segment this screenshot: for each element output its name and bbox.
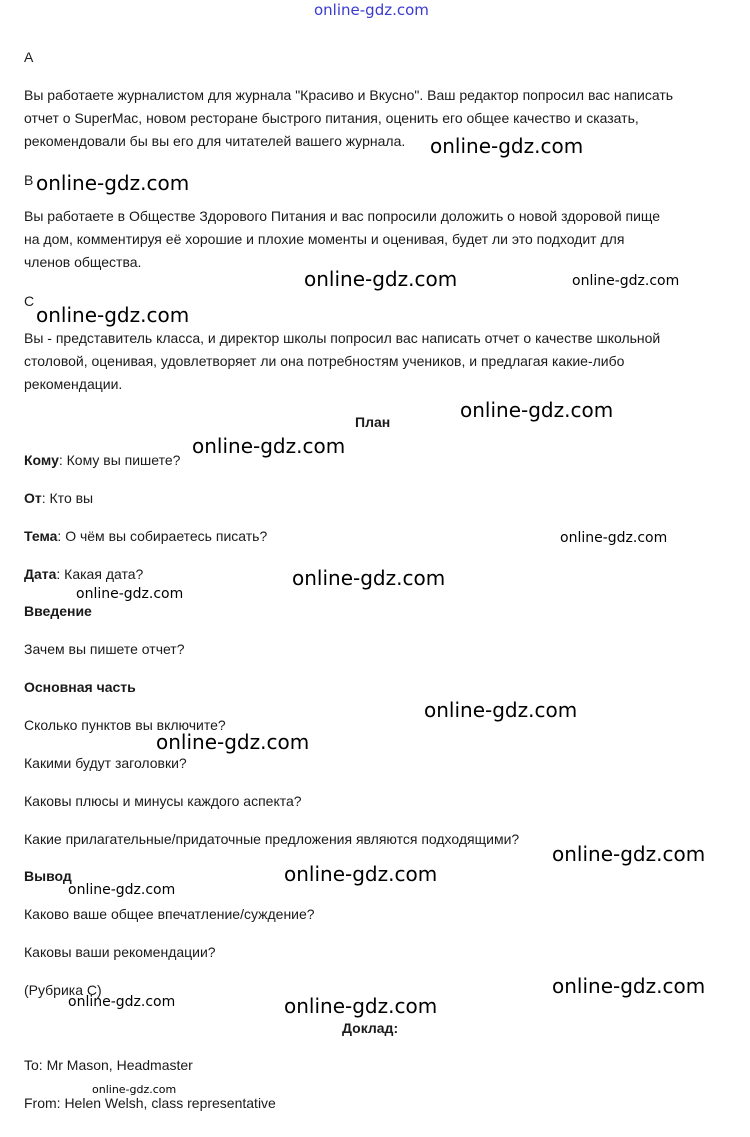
watermark: online-gdz.com [292, 566, 446, 590]
watermark: online-gdz.com [68, 882, 176, 898]
watermark: online-gdz.com [156, 730, 310, 754]
watermark: online-gdz.com [430, 134, 584, 158]
main-question-2: Какими будут заголовки? [24, 755, 187, 771]
plan-subject [24, 525, 267, 548]
watermark: online-gdz.com [92, 1083, 177, 1096]
watermark: online-gdz.com [284, 994, 438, 1018]
watermark: online-gdz.com [552, 842, 706, 866]
section-a-line-1: Вы работаете журналистом для журнала "Красиво и Вкусно". Ваш редактор попросил вас написать [24, 87, 674, 103]
section-b-letter: B [24, 172, 34, 188]
section-a-line-2: отчет о SuperMac, новом ресторане быстрого питания, оценить его общее качество и сказать, [24, 110, 639, 126]
report-title: Доклад: [342, 1020, 399, 1036]
watermark: online-gdz.com [36, 171, 190, 195]
plan-date-label: Дата [24, 566, 57, 582]
watermark: online-gdz.com [68, 994, 176, 1010]
plan-to-label: Кому [24, 452, 59, 468]
watermark: online-gdz.com [36, 303, 190, 327]
watermark: online-gdz.com [192, 434, 346, 458]
conclusion-question-2: Каковы ваши рекомендации? [24, 944, 216, 960]
section-a-line-3: рекомендовали бы вы его для читателей вашего журнала. [24, 133, 406, 149]
plan-to-text: : Кому вы пишете? [58, 452, 181, 468]
section-a-letter: A [24, 49, 34, 65]
section-b-line-3: членов общества. [24, 254, 142, 270]
header-watermark: online-gdz.com [314, 1, 429, 19]
main-heading: Основная часть [24, 679, 136, 695]
watermark: online-gdz.com [284, 862, 438, 886]
watermark: online-gdz.com [572, 273, 680, 289]
section-c-line-2: столовой, оценивая, удовлетворяет ли она потребностям учеников, и предлагая какие-либо [24, 353, 625, 369]
main-question-3: Каковы плюсы и минусы каждого аспекта? [24, 793, 302, 809]
plan-from [24, 487, 93, 510]
report-from-line: From: Helen Welsh, class representative [24, 1095, 276, 1111]
conclusion-heading: Вывод [24, 868, 72, 884]
watermark: online-gdz.com [76, 586, 184, 602]
intro-heading: Введение [24, 603, 92, 619]
main-question-1: Сколько пунктов вы включите? [24, 717, 226, 733]
section-b-line-2: на дом, комментируя её хорошие и плохие моменты и оценивая, будет ли это подходит для [24, 231, 625, 247]
watermark: online-gdz.com [460, 398, 614, 422]
plan-subject-text: : О чём вы собираетесь писать? [57, 528, 268, 544]
section-c-letter: C [24, 293, 35, 309]
rubric-label: (Рубрика C) [24, 982, 102, 998]
plan-date-text: : Какая дата? [56, 566, 144, 582]
watermark: online-gdz.com [424, 698, 578, 722]
plan-date [24, 563, 143, 586]
plan-subject-label: Тема [24, 528, 58, 544]
watermark: online-gdz.com [552, 974, 706, 998]
main-question-4: Какие прилагательные/придаточные предложения являются подходящими? [24, 831, 520, 847]
watermark: online-gdz.com [304, 267, 458, 291]
intro-question: Зачем вы пишете отчет? [24, 641, 185, 657]
plan-from-text: : Кто вы [41, 490, 94, 506]
section-c-line-1: Вы - представитель класса, и директор школы попросил вас написать отчет о качестве школьной [24, 330, 661, 346]
section-b-line-1: Вы работаете в Обществе Здорового Питания и вас попросили доложить о новой здоровой пище [24, 208, 661, 224]
report-to-line: To: Mr Mason, Headmaster [24, 1057, 193, 1073]
conclusion-question-1: Каково ваше общее впечатление/суждение? [24, 906, 315, 922]
plan-title: План [355, 414, 391, 430]
plan-from-label: От [24, 490, 42, 506]
watermark: online-gdz.com [560, 530, 668, 546]
section-c-line-3: рекомендации. [24, 376, 123, 392]
plan-to [24, 449, 180, 472]
